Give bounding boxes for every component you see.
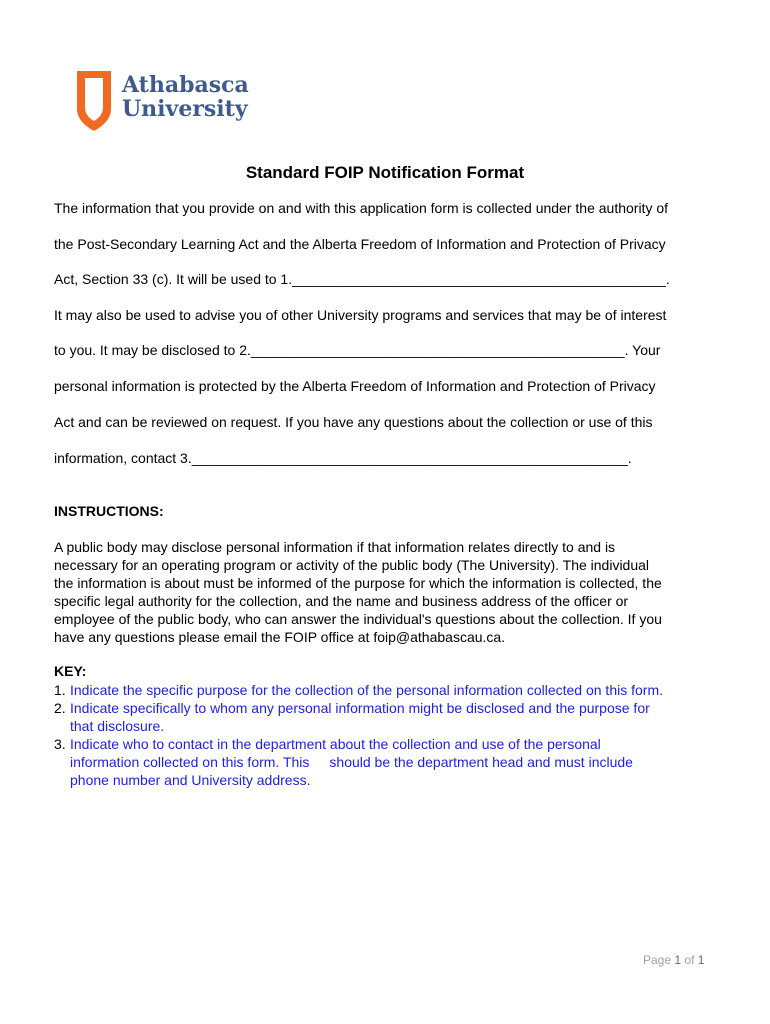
notice-line: to you. It may be disclosed to 2.________________________________________________. Your	[54, 342, 661, 358]
key-list	[54, 681, 663, 789]
key-item-text: phone number and University address.	[70, 772, 311, 788]
notice-line: It may also be used to advise you of other University programs and services that may be of interest	[54, 307, 667, 323]
athabasca-logo	[75, 69, 249, 133]
notice-line: information, contact 3.________________________________________________________.	[54, 450, 632, 466]
key-heading: KEY:	[54, 663, 87, 679]
instructions-line: specific legal authority for the collection, and the name and business address of the officer or	[54, 593, 629, 609]
instructions-body	[54, 538, 718, 646]
key-item-text: Indicate specifically to whom any personal information might be disclosed and the purpose for	[70, 700, 650, 716]
page-total: 1	[697, 953, 705, 967]
key-item-2	[54, 699, 663, 735]
key-item-3	[54, 735, 663, 789]
key-item-text: that disclosure.	[70, 718, 165, 734]
page-word: Page	[643, 953, 672, 967]
notice-line: personal information is protected by the Alberta Freedom of Information and Protection of Privacy	[54, 378, 656, 394]
notice-line: Act, Section 33 (c). It will be used to 1.________________________________________________.	[54, 271, 670, 287]
page-number: 1	[674, 953, 682, 967]
logo-line-2: University	[122, 96, 248, 122]
logo-line-1: Athabasca	[122, 72, 249, 98]
notice-line: The information that you provide on and with this application form is collected under the authority of	[54, 200, 669, 216]
key-item-number: 3.	[54, 736, 66, 752]
instructions-line: necessary for an operating program or activity of the public body (The University). The individual	[54, 557, 650, 573]
document-title: Standard FOIP Notification Format	[245, 163, 525, 182]
shield-logo-icon	[75, 69, 113, 133]
notice-line: Act and can be reviewed on request. If you have any questions about the collection or use of this	[54, 414, 653, 430]
key-item-text: Indicate the specific purpose for the collection of the personal information collected on this form.	[70, 682, 663, 698]
of-word: of	[684, 953, 695, 967]
instructions-line: employee of the public body, who can answer the individual's questions about the collection. If you	[54, 611, 662, 627]
instructions-line: the information is about must be informed of the purpose for which the information is collected, the	[54, 575, 662, 591]
instructions-heading: INSTRUCTIONS:	[54, 503, 164, 519]
logo-wordmark	[122, 73, 249, 121]
page-indicator	[643, 953, 704, 967]
key-item-text: information collected on this form. This	[70, 754, 310, 770]
key-item-text: Indicate who to contact in the department about the collection and use of the personal	[70, 736, 601, 752]
key-item-text: should be the department head and must include	[329, 754, 633, 770]
key-item-number: 1.	[54, 682, 66, 698]
instructions-line: A public body may disclose personal information if that information relates directly to and is	[54, 539, 616, 555]
instructions-line: have any questions please email the FOIP office at foip@athabascau.ca.	[54, 629, 506, 645]
notice-line: the Post-Secondary Learning Act and the Alberta Freedom of Information and Protection of Privacy	[54, 236, 666, 252]
key-item-1	[54, 681, 663, 699]
key-item-number: 2.	[54, 700, 66, 716]
